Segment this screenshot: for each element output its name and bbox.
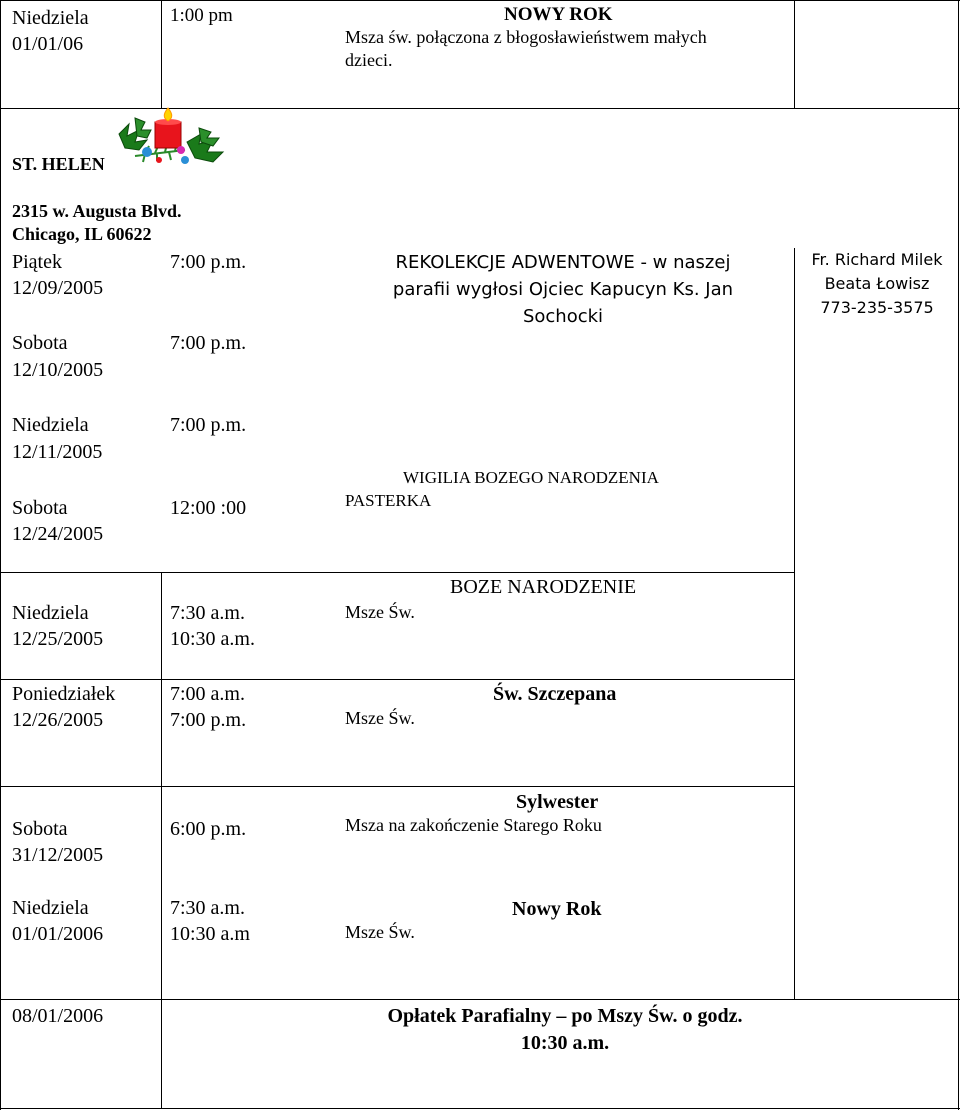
szczepana-date: 12/26/2005	[12, 709, 104, 731]
boze-mass: Msze Św.	[345, 602, 415, 622]
sylwester-date: 31/12/2005	[12, 844, 104, 866]
rek-desc-line2: parafii wygłosi Ojciec Kapucyn Ks. Jan	[392, 279, 734, 300]
rek-time3: 7:00 p.m.	[170, 414, 247, 436]
border-row-szczepana-bottom	[0, 786, 794, 787]
sylwester-day: Sobota	[12, 818, 68, 840]
border-row-boze-bottom	[0, 679, 794, 680]
szczepana-day: Poniedziałek	[12, 683, 116, 705]
nowyrok-time1: 7:30 a.m.	[170, 897, 245, 919]
border-left	[0, 0, 1, 1110]
sylwester-desc: Msza na zakończenie Starego Roku	[345, 815, 602, 835]
parish-name: ST. HELEN	[12, 154, 105, 174]
border-bottom	[0, 1108, 960, 1109]
sylwester-title: Sylwester	[516, 791, 599, 813]
border-row-nowyrok-bottom	[0, 999, 960, 1000]
rek-contact1: Fr. Richard Milek	[811, 250, 943, 269]
rek-day1: Piątek	[12, 251, 62, 273]
border-right	[958, 0, 959, 1110]
nowyrok-day: Niedziela	[12, 897, 89, 919]
rek-time1: 7:00 p.m.	[170, 251, 247, 273]
rek-day2: Sobota	[12, 332, 68, 354]
border-top	[0, 0, 960, 1]
border-row-wigilia-bottom	[0, 572, 794, 573]
rek-date3: 12/11/2005	[12, 441, 103, 463]
row1-day: Niedziela	[12, 7, 89, 29]
rek-day3: Niedziela	[12, 414, 89, 436]
boze-day: Niedziela	[12, 602, 89, 624]
nowyrok-date: 01/01/2006	[12, 923, 104, 945]
rek-contact3: 773-235-3575	[820, 298, 934, 317]
wigilia-time: 12:00 :00	[170, 497, 247, 519]
sylwester-time: 6:00 p.m.	[170, 818, 247, 840]
border-col3	[794, 0, 795, 108]
row1-time: 1:00 pm	[170, 5, 233, 26]
szczepana-mass: Msze Św.	[345, 708, 415, 728]
oplatek-line2: 10:30 a.m.	[520, 1032, 610, 1054]
nowyrok-time2: 10:30 a.m	[170, 923, 250, 945]
border-col3b	[794, 248, 795, 1000]
boze-time2: 10:30 a.m.	[170, 628, 255, 650]
border-oplatek-col	[161, 999, 162, 1109]
boze-time1: 7:30 a.m.	[170, 602, 245, 624]
parish-address-1: 2315 w. Augusta Blvd.	[12, 201, 182, 221]
wigilia-title: WIGILIA BOZEGO NARODZENIA	[403, 468, 659, 487]
row1-desc-line1: Msza św. połączona z błogosławieństwem małych	[345, 27, 707, 47]
christmas-candle-icon	[115, 106, 231, 178]
rek-desc-line3: Sochocki	[522, 306, 604, 327]
szczepana-time1: 7:00 a.m.	[170, 683, 245, 705]
wigilia-date: 12/24/2005	[12, 523, 104, 545]
wigilia-subtitle: PASTERKA	[345, 491, 432, 510]
row1-title: NOWY ROK	[504, 4, 613, 25]
oplatek-date: 08/01/2006	[12, 1005, 104, 1027]
rek-date1: 12/09/2005	[12, 277, 104, 299]
border-col1b	[161, 572, 162, 1000]
rek-time2: 7:00 p.m.	[170, 332, 247, 354]
szczepana-title: Św. Szczepana	[493, 683, 617, 705]
nowyrok-title: Nowy Rok	[512, 898, 602, 920]
parish-address-2: Chicago, IL 60622	[12, 224, 152, 244]
row1-date: 01/01/06	[12, 33, 84, 55]
border-col1	[161, 0, 162, 108]
rek-contact2: Beata Łowisz	[824, 274, 930, 293]
oplatek-line1: Opłatek Parafialny – po Mszy Św. o godz.	[387, 1005, 743, 1027]
boze-title: BOZE NARODZENIE	[450, 576, 637, 598]
nowyrok-mass: Msze Św.	[345, 922, 415, 942]
rek-date2: 12/10/2005	[12, 359, 104, 381]
rek-desc-line1: REKOLEKCJE ADWENTOWE - w naszej	[395, 252, 731, 273]
row1-desc-line2: dzieci.	[345, 50, 393, 70]
boze-date: 12/25/2005	[12, 628, 104, 650]
szczepana-time2: 7:00 p.m.	[170, 709, 247, 731]
wigilia-day: Sobota	[12, 497, 68, 519]
